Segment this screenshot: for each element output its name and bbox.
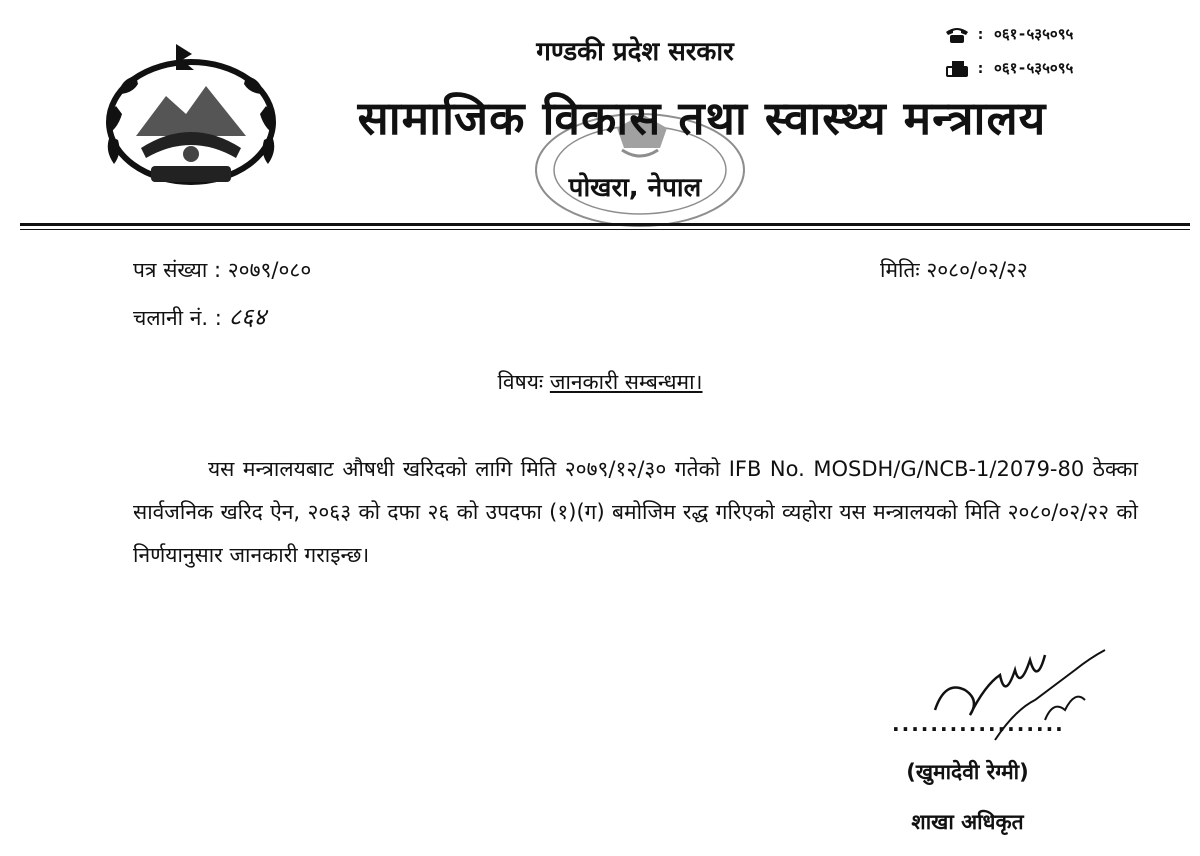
dispatch-number-row: [133, 300, 266, 333]
subject-label: विषयः: [497, 370, 544, 394]
letter-body: यस मन्त्रालयबाट औषधी खरिदको लागि मिति २०७९/१२/३० गतेको IFB No. MOSDH/G/NCB-1/2079-80 ठेक्का सार्वजनिक खरिद ऐन, २०६३ को दफा २६ को उपदफा (१)(ग) बमोजिम रद्ध गरिएको व्यहोरा यस मन्त्रालयको मिति २०८०/०२/२२ को निर्णयानुसार जानकारी गराइन्छ।: [133, 457, 1138, 567]
telephone-icon: [944, 26, 970, 44]
letter-number-label: पत्र संख्या :: [133, 258, 222, 282]
subject-line: [300, 368, 900, 396]
header-divider: [20, 223, 1190, 226]
letter-number-value: २०७९/०८०: [227, 258, 312, 282]
subject-text: जानकारी सम्बन्धमा।: [549, 370, 703, 394]
date-label: मितिः: [880, 258, 920, 282]
date-row: [880, 256, 1028, 284]
fax-icon: [944, 60, 970, 78]
signature-line: ..................: [892, 712, 1065, 736]
signatory-name: (खुमादेवी रेग्मी): [906, 760, 1029, 784]
ministry-name: सामाजिक विकास तथा स्वास्थ्य मन्त्रालय: [357, 91, 1047, 145]
signatory-designation: शाखा अधिकृत: [911, 810, 1024, 834]
dispatch-number-label: चलानी नं. :: [133, 306, 222, 330]
nepal-emblem-icon: [96, 36, 286, 196]
fax-line: [944, 58, 1073, 78]
government-name: गण्डकी प्रदेश सरकार: [536, 37, 734, 67]
letter-number-row: [133, 256, 311, 284]
date-value: २०८०/०२/२२: [926, 258, 1028, 282]
phone-number: : ०६१-५३५०९५: [976, 25, 1074, 43]
dispatch-number-value: ८६४: [228, 303, 267, 331]
office-location: पोखरा, नेपाल: [568, 173, 702, 203]
phone-line: [944, 24, 1073, 44]
fax-number: : ०६१-५३५०९५: [976, 59, 1074, 77]
header-divider-thin: [20, 229, 1190, 230]
